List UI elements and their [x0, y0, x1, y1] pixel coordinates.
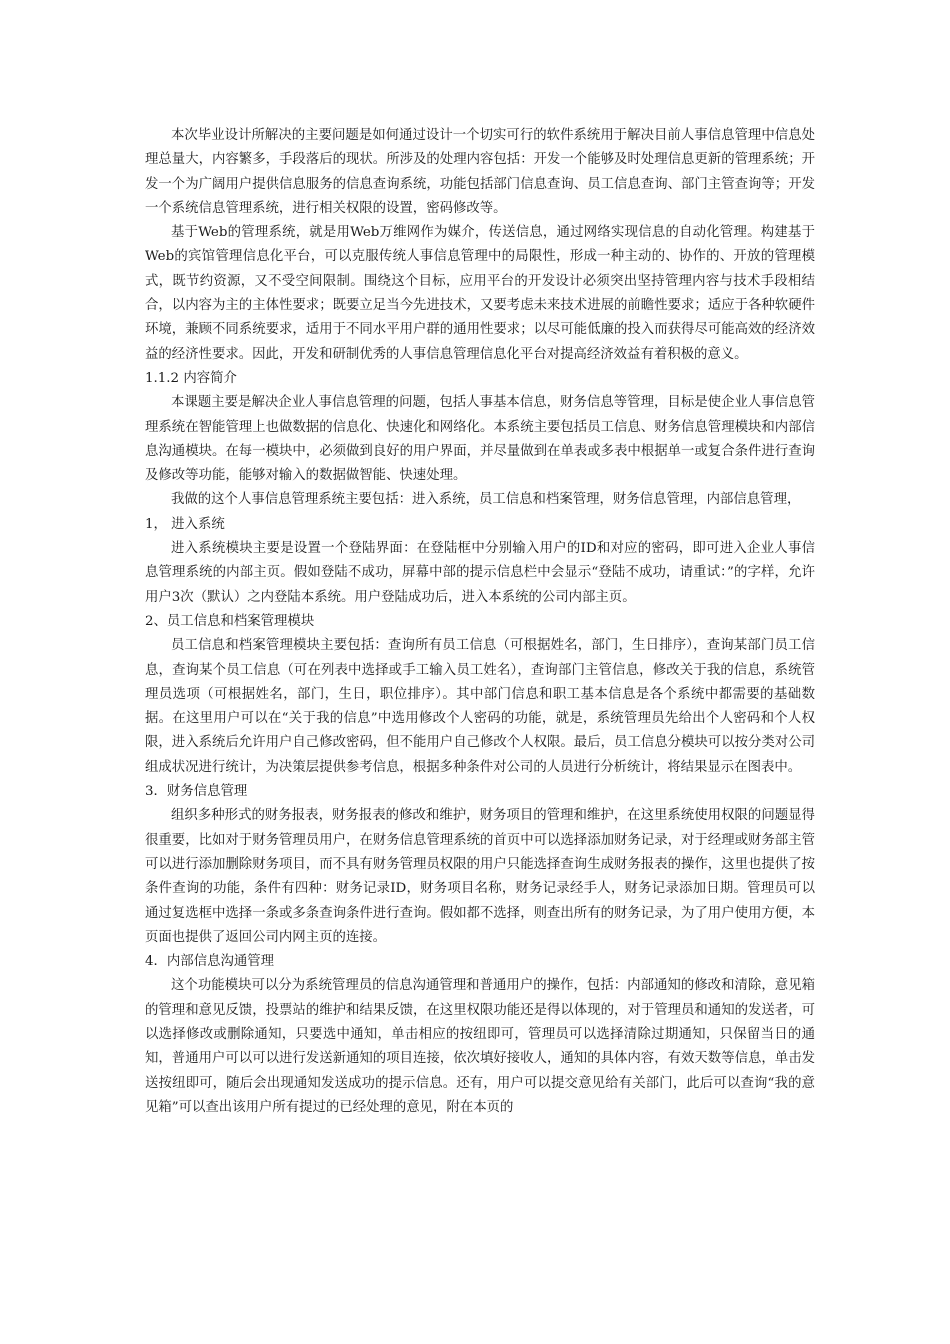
heading-enter-system: 1， 进入系统 — [145, 516, 225, 532]
paragraph-problem-statement: 本次毕业设计所解决的主要问题是如何通过设计一个切实可行的软件系统用于解决目前人事信息管理中信息处理总量大，内容繁多，手段落后的现状。所涉及的处理内容包括：开发一个能够及时处理信息更新的管理系统；开发一个为广阔用户提供信息服务的信息查询系统，功能包括部门信息查询、员工信息查询、部门主管查询等；开发一个系统信息管理系统，进行相关权限的设置，密码修改等。 — [145, 128, 815, 216]
paragraph-topic-overview: 本课题主要是解决企业人事信息管理的问题，包括人事基本信息，财务信息等管理，目标是使企业人事信息管理系统在智能管理上也做数据的信息化、快速化和网络化。本系统主要包括员工信息、财务信息管理模块和内部信息沟通模块。在每一模块中，必须做到良好的用户界面，并尽量做到在单表或多表中根据单一或复合条件进行查询及修改等功能，能够对输入的数据做智能、快速处理。 — [145, 395, 815, 484]
paragraph-employee-module: 员工信息和档案管理模块主要包括：查询所有员工信息（可根据姓名，部门，生日排序），查询某部门员工信息，查询某个员工信息（可在列表中选择或手工输入员工姓名），查询部门主管信息，修改关于我的信息，系统管理员选项（可根据姓名，部门，生日，职位排序）。其中部门信息和职工基本信息是各个系统中都需要的基础数据。在这里用户可以在“关于我的信息”中选用修改个人密码的功能，就是，系统管理员先给出个人密码和个人权限，进入系统后允许用户自己修改密码，但不能用户自己修改个人权限。最后，员工信息分模块可以按分类对公司组成状况进行统计，为决策层提供参考信息，根据多种条件对公司的人员进行分析统计，将结果显示在图表中。 — [145, 638, 815, 775]
section-heading-content-intro: 1.1.2 内容简介 — [145, 370, 237, 386]
document-body — [145, 124, 815, 1120]
paragraph-login-module: 进入系统模块主要是设置一个登陆界面：在登陆框中分别输入用户的ID和对应的密码，即可进入企业人事信息管理系统的内部主页。假如登陆不成功，屏幕中部的提示信息栏中会显示“登陆不成功，请重试：”的字样，允许用户3次（默认）之内登陆本系统。用户登陆成功后，进入本系统的公司内部主页。 — [145, 541, 815, 605]
heading-finance: 3．财务信息管理 — [145, 784, 248, 800]
paragraph-communication-module: 这个功能模块可以分为系统管理员的信息沟通管理和普通用户的操作，包括：内部通知的修改和清除，意见箱的管理和意见反馈，投票站的维护和结果反馈，在这里权限功能还是得以体现的，对于管理员和通知的发送者，可以选择修改或删除通知，只要选中通知，单击相应的按纽即可，管理员可以选择清除过期通知，只保留当日的通知，普通用户可以可以进行发送新通知的项目连接，依次填好接收人，通知的具体内容，有效天数等信息，单击发送按纽即可，随后会出现通知发送成功的提示信息。还有，用户可以提交意见给有关部门，此后可以查询“我的意见箱”可以查出该用户所有提过的已经处理的意见，附在本页的 — [145, 978, 815, 1115]
heading-employee-archive: 2、员工信息和档案管理模块 — [145, 613, 315, 629]
paragraph-web-platform: 基于Web的管理系统，就是用Web万维网作为媒介，传送信息，通过网络实现信息的自动化管理。构建基于Web的宾馆管理信息化平台，可以克服传统人事信息管理中的局限性，形成一种主动的、协作的、开放的管理模式，既节约资源，又不受空间限制。围绕这个目标，应用平台的开发设计必须突出坚持管理内容与技术手段相结合，以内容为主的主体性要求；既要立足当今先进技术，又要考虑未来技术进展的前瞻性要求；适应于各种软硬件环境，兼顾不同系统要求，适用于不同水平用户群的通用性要求；以尽可能低廉的投入而获得尽可能高效的经济效益的经济性要求。因此，开发和研制优秀的人事信息管理信息化平台对提高经济效益有着积极的意义。 — [145, 225, 815, 362]
paragraph-finance-module: 组织多种形式的财务报表，财务报表的修改和维护，财务项目的管理和维护，在这里系统使用权限的问题显得很重要，比如对于财务管理员用户，在财务信息管理系统的首页中可以选择添加财务记录，对于经理或财务部主管可以进行添加删除财务项目，而不具有财务管理员权限的用户只能选择查询生成财务报表的操作，这里也提供了按条件查询的功能，条件有四种：财务记录ID，财务项目名称，财务记录经手人，财务记录添加日期。管理员可以通过复选框中选择一条或多条查询条件进行查询。假如都不选择，则查出所有的财务记录，为了用户使用方便，本页面也提供了返回公司内网主页的连接。 — [145, 808, 815, 945]
paragraph-system-modules: 我做的这个人事信息管理系统主要包括：进入系统，员工信息和档案管理，财务信息管理，内部信息管理， — [171, 492, 801, 508]
heading-internal-communication: 4．内部信息沟通管理 — [145, 954, 275, 970]
